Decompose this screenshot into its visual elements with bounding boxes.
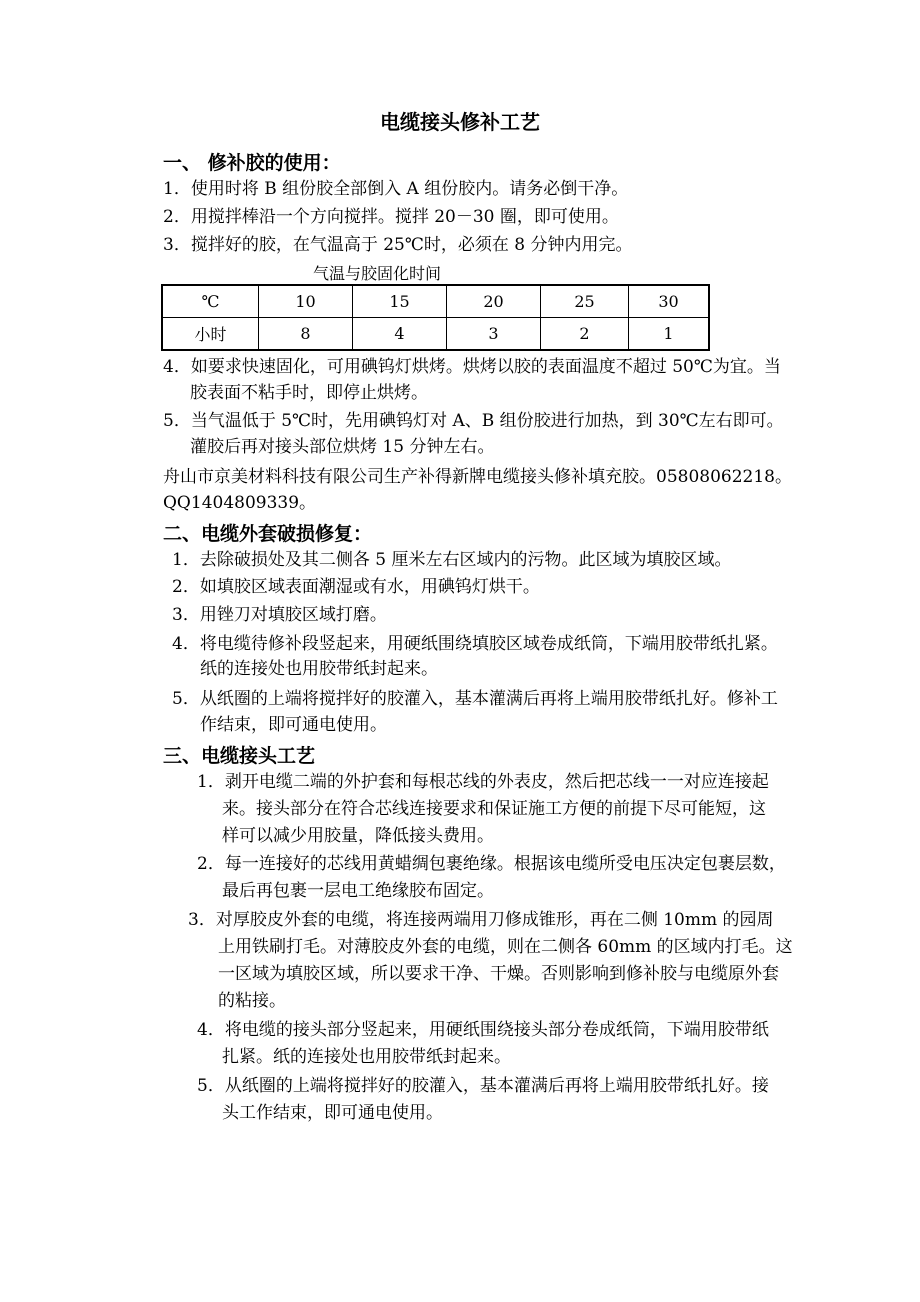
paragraph-line: 的粘接。 [218, 991, 286, 1011]
company-note: QQ1404809339。 [163, 493, 317, 513]
paragraph-line: 5．从纸圈的上端将搅拌好的胶灌入，基本灌满后再将上端用胶带纸扎好。修补工 [172, 689, 778, 709]
paragraph-line: 1．剥开电缆二端的外护套和每根芯线的外表皮，然后把芯线一一对应连接起 [197, 772, 769, 792]
temperature-cure-time-table [161, 284, 710, 351]
paragraph-line: 灌胶后再对接头部位烘烤 15 分钟左右。 [190, 437, 495, 457]
table-cell: 20 [447, 285, 541, 318]
company-note: 舟山市京美材料科技有限公司生产补得新牌电缆接头修补填充胶。05808062218。 [163, 467, 792, 487]
table-cell: 10 [259, 285, 353, 318]
paragraph-line: 2．用搅拌棒沿一个方向搅拌。搅拌 20－30 圈，即可使用。 [163, 207, 619, 227]
paragraph-line: 4．将电缆待修补段竖起来，用硬纸围绕填胶区域卷成纸筒，下端用胶带纸扎紧。 [172, 634, 778, 654]
paragraph-line: 2．如填胶区域表面潮湿或有水，用碘钨灯烘干。 [172, 577, 540, 597]
paragraph-line: 3．用锉刀对填胶区域打磨。 [172, 605, 387, 625]
section-heading-glue-usage: 一、 修补胶的使用： [163, 152, 341, 174]
paragraph-line: 最后再包裹一层电工绝缘胶布固定。 [222, 881, 494, 901]
paragraph-line: 1．使用时将 B 组份胶全部倒入 A 组份胶内。请务必倒干净。 [163, 179, 629, 199]
paragraph-line: 扎紧。纸的连接处也用胶带纸封起来。 [222, 1047, 511, 1067]
table-cell: 2 [541, 318, 629, 351]
paragraph-line: 来。接头部分在符合芯线连接要求和保证施工方便的前提下尽可能短，这 [222, 799, 766, 819]
table-cell: 30 [629, 285, 710, 318]
table-cell: ℃ [162, 285, 259, 318]
paragraph-line: 4．将电缆的接头部分竖起来，用硬纸围绕接头部分卷成纸筒，下端用胶带纸 [197, 1020, 769, 1040]
paragraph-line: 头工作结束，即可通电使用。 [222, 1103, 443, 1123]
table-cell: 1 [629, 318, 710, 351]
table-cell: 25 [541, 285, 629, 318]
section-heading-sheath-repair: 二、电缆外套破损修复： [163, 523, 373, 545]
paragraph-line: 样可以减少用胶量，降低接头费用。 [222, 826, 494, 846]
paragraph-line: 作结束，即可通电使用。 [200, 715, 387, 735]
paragraph-line: 胶表面不粘手时，即停止烘烤。 [190, 383, 428, 403]
table-cell: 3 [447, 318, 541, 351]
paragraph-line: 3．搅拌好的胶，在气温高于 25℃时，必须在 8 分钟内用完。 [163, 235, 633, 255]
table-cell: 8 [259, 318, 353, 351]
section-heading-joint-process: 三、电缆接头工艺 [163, 745, 316, 767]
paragraph-line: 上用铁刷打毛。对薄胶皮外套的电缆，则在二侧各 60mm 的区域内打毛。这 [218, 937, 793, 957]
paragraph-line: 一区域为填胶区域，所以要求干净、干燥。否则影响到修补胶与电缆原外套 [218, 964, 779, 984]
table-row [162, 318, 709, 351]
table-caption: 气温与胶固化时间 [313, 264, 442, 283]
paragraph-line: 1．去除破损处及其二侧各 5 厘米左右区域内的污物。此区域为填胶区域。 [172, 550, 732, 570]
paragraph-line: 3．对厚胶皮外套的电缆，将连接两端用刀修成锥形，再在二侧 10mm 的园周 [188, 910, 774, 930]
paragraph-line: 5．当气温低于 5℃时，先用碘钨灯对 A、B 组份胶进行加热，到 30℃左右即可。 [163, 411, 784, 431]
table-cell: 15 [353, 285, 447, 318]
paragraph-line: 5．从纸圈的上端将搅拌好的胶灌入，基本灌满后再将上端用胶带纸扎好。接 [197, 1076, 769, 1096]
table-cell: 4 [353, 318, 447, 351]
paragraph-line: 4．如要求快速固化，可用碘钨灯烘烤。烘烤以胶的表面温度不超过 50℃为宜。当 [163, 357, 781, 377]
table-cell: 小时 [162, 318, 259, 351]
table-header-row [162, 285, 709, 318]
paragraph-line: 2．每一连接好的芯线用黄蜡绸包裹绝缘。根据该电缆所受电压决定包裹层数， [197, 854, 786, 874]
document-title: 电缆接头修补工艺 [380, 110, 540, 134]
paragraph-line: 纸的连接处也用胶带纸封起来。 [200, 659, 438, 679]
